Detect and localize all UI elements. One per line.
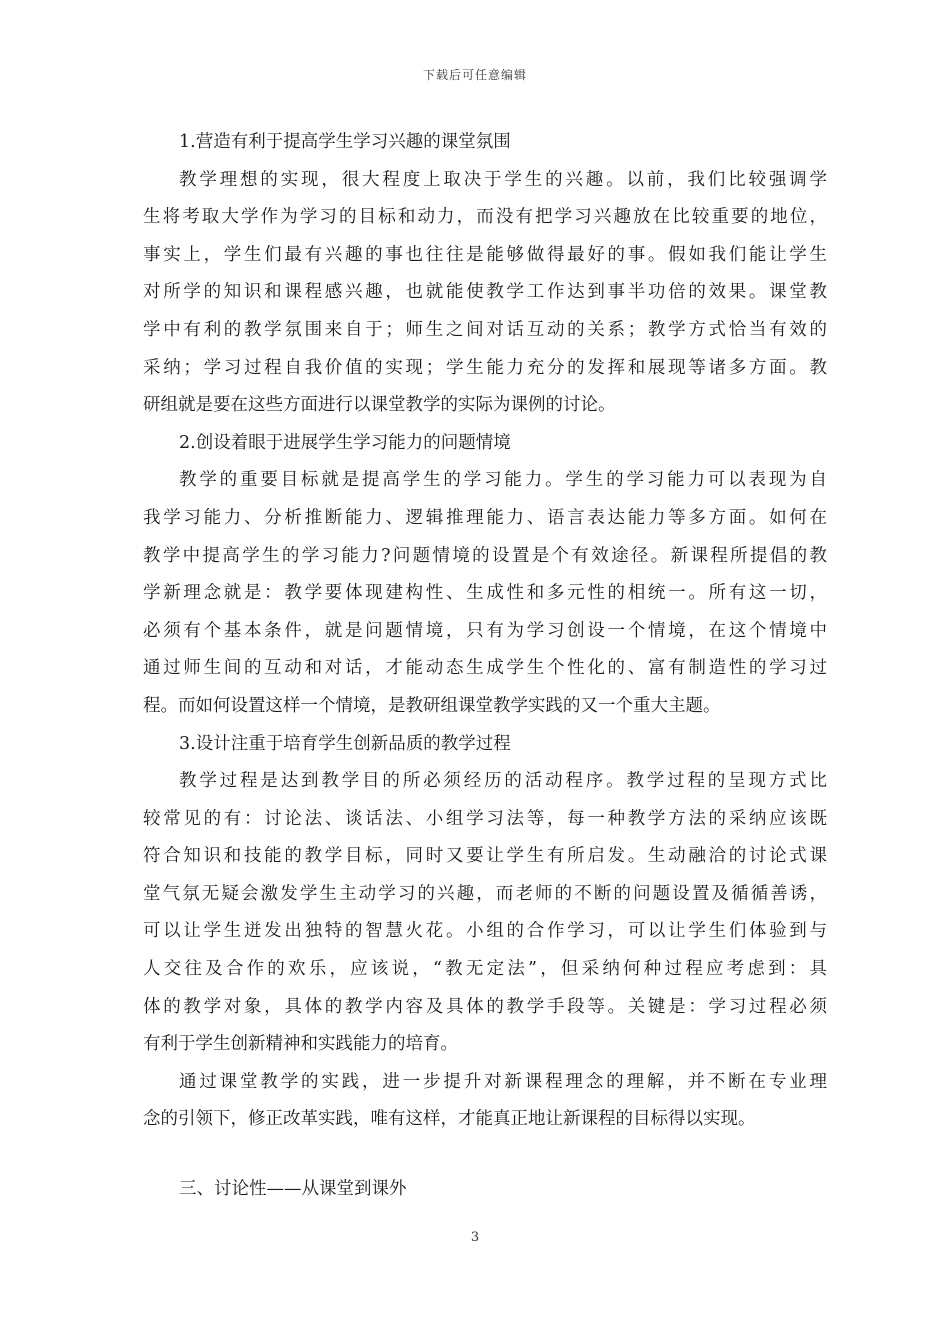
paragraph-line: 堂气氛无疑会激发学生主动学习的兴趣，而老师的不断的问题设置及循循善诱， — [143, 883, 827, 904]
paragraph-line: 教学过程是达到教学目的所必须经历的活动程序。教学过程的呈现方式比 — [179, 771, 827, 792]
paragraph-line: 采纳；学习过程自我价值的实现；学生能力充分的发挥和展现等诸多方面。教 — [143, 357, 827, 378]
document-body — [143, 124, 827, 1209]
paragraph-line: 教学的重要目标就是提高学生的学习能力。学生的学习能力可以表现为自 — [179, 470, 827, 491]
paragraph-line: 教学理想的实现，很大程度上取决于学生的兴趣。以前，我们比较强调学 — [179, 169, 827, 190]
section-heading: 1.营造有利于提高学生学习兴趣的课堂氛围 — [179, 132, 511, 152]
paragraph-line: 较常见的有：讨论法、谈话法、小组学习法等，每一种教学方法的采纳应该既 — [143, 808, 827, 829]
paragraph-line: 研组就是要在这些方面进行以课堂教学的实际为课例的讨论。 — [143, 395, 616, 416]
paragraph-line: 事实上，学生们最有兴趣的事也往往是能够做得最好的事。假如我们能让学生 — [143, 244, 827, 265]
page-header: 下载后可任意编辑 — [422, 68, 527, 82]
paragraph-line: 学中有利的教学氛围来自于；师生之间对话互动的关系；教学方式恰当有效的 — [143, 319, 827, 340]
paragraph-line: 可以让学生迸发出独特的智慧火花。小组的合作学习，可以让学生们体验到与 — [143, 921, 827, 942]
page-number: 3 — [470, 1230, 480, 1245]
paragraph-line: 符合知识和技能的教学目标，同时又要让学生有所启发。生动融洽的讨论式课 — [143, 846, 827, 867]
conclusion-line: 念的引领下，修正改革实践，唯有这样，才能真正地让新课程的目标得以实现。 — [143, 1109, 756, 1130]
paragraph-line: 生将考取大学作为学习的目标和动力，而没有把学习兴趣放在比较重要的地位， — [143, 207, 827, 228]
chapter-heading: 三、讨论性——从课堂到课外 — [179, 1179, 407, 1200]
paragraph-line: 通过师生间的互动和对话，才能动态生成学生个性化的、富有制造性的学习过 — [143, 658, 827, 679]
section-heading: 3.设计注重于培育学生创新品质的教学过程 — [179, 733, 511, 754]
paragraph-line: 人交往及合作的欢乐，应该说，“教无定法”，但采纳何种过程应考虑到：具 — [143, 959, 827, 980]
conclusion-line: 通过课堂教学的实践，进一步提升对新课程理念的理解，并不断在专业理 — [179, 1071, 827, 1092]
paragraph-line: 程。而如何设置这样一个情境，是教研组课堂教学实践的又一个重大主题。 — [143, 695, 721, 716]
paragraph-line: 教学中提高学生的学习能力?问题情境的设置是个有效途径。新课程所提倡的教 — [143, 545, 827, 566]
paragraph-line: 学新理念就是：教学要体现建构性、生成性和多元性的相统一。所有这一切， — [143, 583, 827, 604]
section-heading: 2.创设着眼于进展学生学习能力的问题情境 — [179, 432, 511, 453]
section-gap — [143, 1139, 827, 1171]
paragraph-line: 有利于学生创新精神和实践能力的培育。 — [143, 1034, 458, 1055]
paragraph-line: 必须有个基本条件，就是问题情境，只有为学习创设一个情境，在这个情境中 — [143, 620, 827, 641]
paragraph-line: 体的教学对象，具体的教学内容及具体的教学手段等。关键是：学习过程必须 — [143, 996, 827, 1017]
paragraph-line: 我学习能力、分析推断能力、逻辑推理能力、语言表达能力等多方面。如何在 — [143, 507, 827, 528]
paragraph-line: 对所学的知识和课程感兴趣，也就能使教学工作达到事半功倍的效果。课堂教 — [143, 282, 827, 303]
